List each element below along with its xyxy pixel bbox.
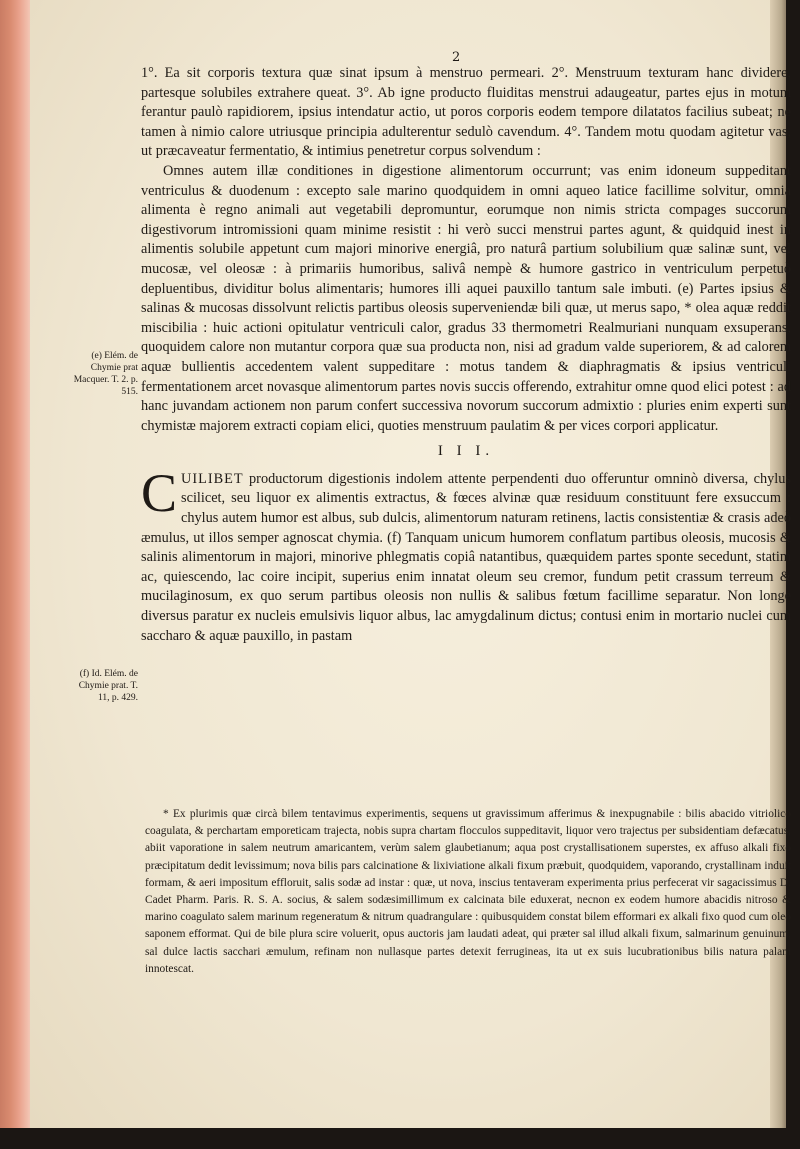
book-page bbox=[30, 0, 791, 1128]
paragraph-digestion: Omnes autem illæ conditiones in digestione alimentorum occurrunt; vas enim idoneum suppeditant ventriculus & duodenum : excepto sale marino quodquidem in omni aqueo latice facillime solvitur, omnia alimenta è regno animali aut vegetabili depromuntur, eorumque non nimis stricta compages succorum digestivorum intromissioni quam minime resistit : hi verò succi menstrui partes agunt, & quidquid inest in alimentis solubile appetunt cum majori minorive energiâ, pro naturâ partium solubilium quæ salinæ sunt, vel mucosæ, vel oleosæ : à primariis humoribus, salivâ nempè & humore gastrico in ventriculum perpetuò depluentibus, dividitur bolus alimentaris; humores illi aquei pauxillo tantum sale imbuti. (e) Partes ipsius & salinas & mucosas dissolvunt relictis partibus oleosis superveniendæ bili quæ, ut merus sapo, * olea aquæ reddit miscibilia : huic actioni opitulatur ventriculi calor, gradus 33 thermometri Realmuriani nunquam exsuperans, quoquidem calore non mutantur corpora quæ sua producta non, nisi ad gradum valde superiorem, & ad calorem aquæ bullientis accedentem valent suppeditare : motus tandem & diaphragmatis & ipsius ventriculi fermentationem arcet novasque alimentorum partes novis succis offerendo, extrahitur omne quod elici potest : ad hanc juvandam actionem non parum confert successiva novorum succorum admixtio : pluries enim experti sunt chymistæ majorem extracti copiam elici, quoties menstruum paulatim & per vices corpori applicatur. bbox=[141, 162, 791, 434]
margin-note-e: (e) Elém. de Chymie prat Macquer. T. 2. p. 515. bbox=[73, 351, 138, 397]
book-spine bbox=[0, 0, 34, 1149]
footnote-text: * Ex plurimis quæ circà bilem tentavimus experimentis, sequens ut gravissimum afferimus & inexpugnabile : bilis abacido vitriolico coagulata, & perchartam emporeticam trajecta, nobis supra chartam flocculos suppeditavit, liquor vero trajectus per subsidentiam defæcatus, abiit vaporatione in salem neutrum amaricantem, verùm salem glaubetianum; aqua post crystallisationem superstes, ex affuso alkali fixo præcipitatum dedit levissimum; nova bilis pars calcinatione & lixiviatione alkali fixum præbuit, quodquidem, vaporando, crystallinam induit formam, & aeri impositum effloruit, salis sodæ ad instar : quæ, ut nova, inscius tentaveram experimenta prius perfecerat vir sagacissimus D. Cadet Pharm. Paris. R. S. A. socius, & salem sodæsimillimum ex calcinata bile eduxerat, necnon ex eodem humore abacidis nitroso & marino coagulato salem marinum regeneratum & nitrum quadrangulare : quibusquidem constat bilem efformari ex alkali fixo quod cum oleo saponem efformat. Qui de bile plura scire voluerit, opus auctoris jam laudati adeat, qui præter sal illud alkali fixum, salmarinum genuinum, sal dulce lactis sacchari æmulum, refinam non nullasque partes detexit ferrugineas, ita ut ex suis lucubrationibus bilis natura palam innotescat. bbox=[145, 808, 791, 975]
main-text bbox=[141, 64, 791, 646]
bottom-shadow bbox=[0, 1128, 800, 1149]
section-heading: I I I. bbox=[437, 443, 495, 460]
page-number: 2 bbox=[452, 50, 461, 65]
footnote bbox=[145, 806, 791, 978]
first-word: UILIBET bbox=[181, 470, 244, 487]
section-paragraph bbox=[141, 462, 791, 646]
section-text: productorum digestionis indolem attente perpendenti duo offeruntur omninò diversa, chylus scilicet, seu liquor ex alimentis extractus, & fœces alvinæ quæ residuum constituunt fere exsuccum : chylus autem humor est albus, sub dulcis, alimentorum naturam retinens, lactis consistentiæ & crasis adeò æmulus, ut illos semper agnoscat chymia. (f) Tanquam unicum humorem conflatum partibus oleosis, mucosis & salinis alimentorum in majori, minorive phlegmatis copiâ natantibus, quæquidem partes sponte secedunt, statim ac, quiescendo, lac coire incipit, superius enim innatat oleum seu cremor, fundum petit crassum terreum & mucilaginosum, ex quo serum partibus oleosis non nullis & salibus fœtum facillime separatur. Non longe diversus paratur ex nucleis emulsivis liquor albus, lac amygdalinum dictus; contusi enim in mortario nuclei cum saccharo & aquæ pauxillo, in pastam bbox=[141, 470, 791, 644]
paragraph-conditions: 1°. Ea sit corporis textura quæ sinat ipsum à menstruo permeari. 2°. Menstruum texturam hanc dividere, partesque solubiles extrahere queat. 3°. Ab igne producto fluiditas menstrui adaugeatur, partes ejus in motum ferantur paulò rapidiorem, ipsius intendatur actio, ut poros corporis eodem tempore dilatatos facilius subeat; ne tamen à nimio calore utriusque principia adulterentur sedulò cavendum. 4°. Tandem motu quodam agitetur vas, ut præcaveatur fermentatio, & intimius penetretur corpus solvendum : bbox=[141, 65, 791, 160]
drop-cap: C bbox=[141, 462, 178, 523]
margin-note-f: (f) Id. Elém. de Chymie prat. T. 11, p. 429. bbox=[78, 669, 138, 703]
